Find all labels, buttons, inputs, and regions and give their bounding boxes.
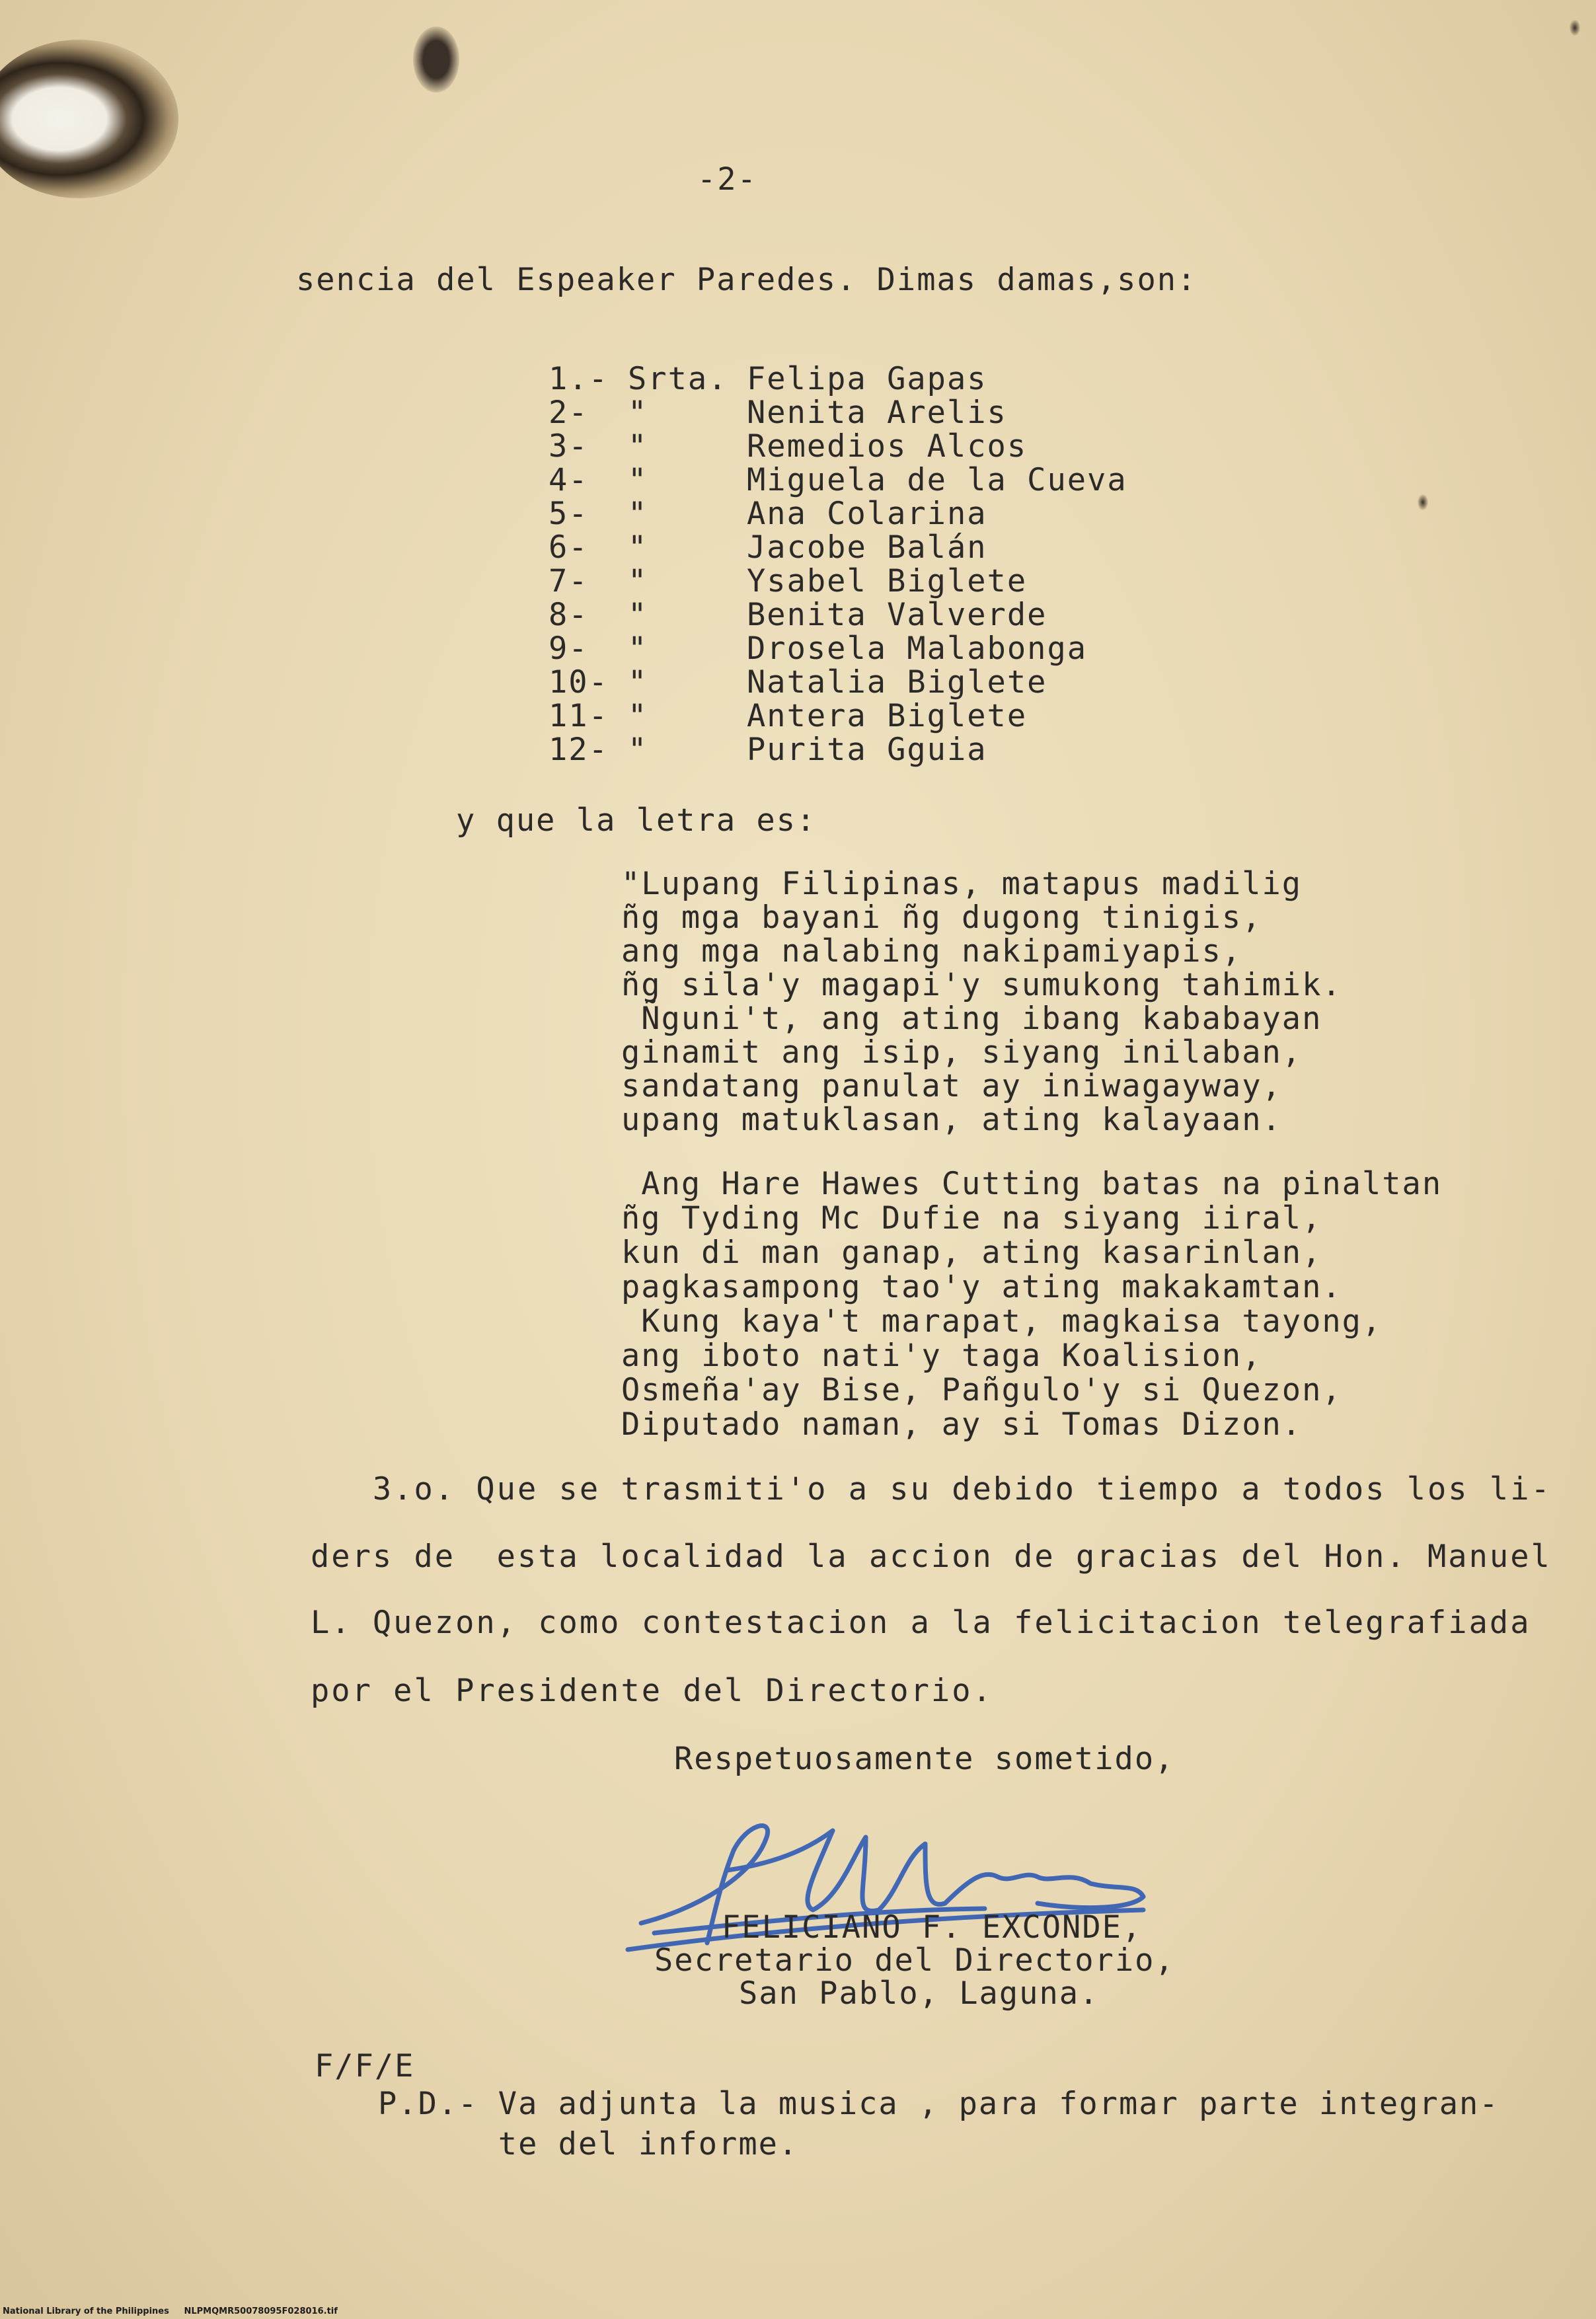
list-number: 2- — [549, 395, 589, 431]
intro-line: y que la letra es: — [456, 802, 817, 839]
signatory-title: Secretario del Directorio, — [654, 1942, 1175, 1979]
poem-line: "Lupang Filipinas, matapus madilig — [621, 866, 1303, 902]
poem-line: ñg mga bayani ñg dugong tinigis, — [621, 899, 1262, 936]
list-title: " — [628, 563, 648, 599]
list-title: " — [628, 462, 648, 498]
list-title: " — [628, 664, 648, 701]
poem-line: kun di man ganap, ating kasarinlan, — [621, 1235, 1322, 1271]
paragraph-line: ders de esta localidad la accion de gracias del Hon. Manuel — [311, 1539, 1552, 1575]
list-name: Ysabel Biglete — [747, 563, 1028, 599]
poem-line: Diputado naman, ay si Tomas Dizon. — [621, 1406, 1303, 1443]
list-name: Miguela de la Cueva — [747, 462, 1127, 498]
list-number: 12- — [549, 732, 609, 768]
list-item — [549, 630, 1088, 667]
list-name: Drosela Malabonga — [747, 630, 1088, 667]
list-title: " — [628, 698, 648, 734]
list-name: Natalia Biglete — [747, 664, 1047, 701]
list-number: 11- — [549, 698, 609, 734]
poem-line: ang iboto nati'y taga Koalision, — [621, 1338, 1262, 1374]
list-number: 9- — [549, 630, 589, 667]
list-name: Nenita Arelis — [747, 395, 1007, 431]
closing-line: Respetuosamente sometido, — [674, 1741, 1175, 1777]
list-title: " — [628, 630, 648, 667]
burn-hole — [0, 40, 178, 198]
list-name: Remedios Alcos — [747, 428, 1028, 465]
list-item — [549, 698, 1028, 734]
poem-line: Osmeña'ay Bise, Pañgulo'y si Quezon, — [621, 1372, 1342, 1408]
burn-spot — [413, 26, 459, 93]
poem-line: upang matuklasan, ating kalayaan. — [621, 1102, 1282, 1138]
list-item — [549, 428, 1028, 465]
signatory-place: San Pablo, Laguna. — [739, 1975, 1100, 2012]
postscript-line: P.D.- Va adjunta la musica , para formar parte integran- — [378, 2086, 1500, 2122]
poem-line: sandatang panulat ay iniwagayway, — [621, 1068, 1282, 1104]
list-item — [549, 496, 987, 532]
opening-line: sencia del Espeaker Paredes. Dimas damas,son: — [296, 262, 1197, 298]
list-item — [549, 363, 987, 395]
list-number: 10- — [549, 664, 609, 701]
list-number: 4- — [549, 462, 589, 498]
ink-spot — [1418, 494, 1428, 510]
list-item — [549, 664, 1047, 701]
list-item — [549, 563, 1028, 599]
poem-line: ang mga nalabing nakipamiyapis, — [621, 933, 1242, 969]
postscript-line: te del informe. — [378, 2126, 799, 2162]
poem-line: Ñguni't, ang ating ibang kababayan — [621, 1001, 1322, 1037]
poem-line: Kung kaya't marapat, magkaisa tayong, — [621, 1303, 1383, 1340]
list-name: Purita Gguia — [747, 732, 987, 768]
list-name: Antera Biglete — [747, 698, 1028, 734]
list-title: " — [628, 496, 648, 532]
list-title: Srta. — [628, 361, 728, 397]
list-name: Jacobe Balán — [747, 529, 987, 566]
list-name: Felipa Gapas — [747, 361, 987, 397]
list-number: 7- — [549, 563, 589, 599]
poem-line: ginamit ang isip, siyang inilaban, — [621, 1034, 1303, 1071]
paragraph-line: por el Presidente del Directorio. — [311, 1673, 993, 1709]
list-title: " — [628, 597, 648, 633]
list-title: " — [628, 428, 648, 465]
poem-line: ñg Tyding Mc Dufie na siyang iiral, — [621, 1200, 1322, 1236]
signatory-name: FELICIANO F. EXCONDE, — [722, 1909, 1143, 1946]
list-number: 1.- — [549, 361, 609, 397]
list-name: Benita Valverde — [747, 597, 1047, 633]
list-number: 8- — [549, 597, 589, 633]
typist-initials: F/F/E — [315, 2048, 415, 2084]
archive-footer-label: National Library of the Philippines NLPMQMR50078095F028016.tif — [3, 2306, 338, 2316]
list-number: 3- — [549, 428, 589, 465]
list-item — [549, 597, 1047, 633]
poem-line: pagkasampong tao'y ating makakamtan. — [621, 1269, 1342, 1305]
poem-line: Ang Hare Hawes Cutting batas na pinaltan — [621, 1166, 1443, 1202]
page-number: -2- — [697, 161, 757, 198]
list-item — [549, 732, 987, 768]
list-title: " — [628, 529, 648, 566]
list-title: " — [628, 395, 648, 431]
list-title: " — [628, 732, 648, 768]
list-name: Ana Colarina — [747, 496, 987, 532]
ink-spot — [1570, 20, 1580, 36]
poem-line: ñg sila'y magapi'y sumukong tahimik. — [621, 967, 1342, 1003]
list-item — [549, 529, 987, 566]
paragraph-line: 3.o. Que se trasmiti'o a su debido tiempo a todos los li- — [311, 1471, 1552, 1507]
list-number: 6- — [549, 529, 589, 566]
list-item — [549, 462, 1127, 498]
list-number: 5- — [549, 496, 589, 532]
paragraph-line: L. Quezon, como contestacion a la felicitacion telegrafiada — [311, 1605, 1531, 1641]
list-item — [549, 395, 1007, 431]
